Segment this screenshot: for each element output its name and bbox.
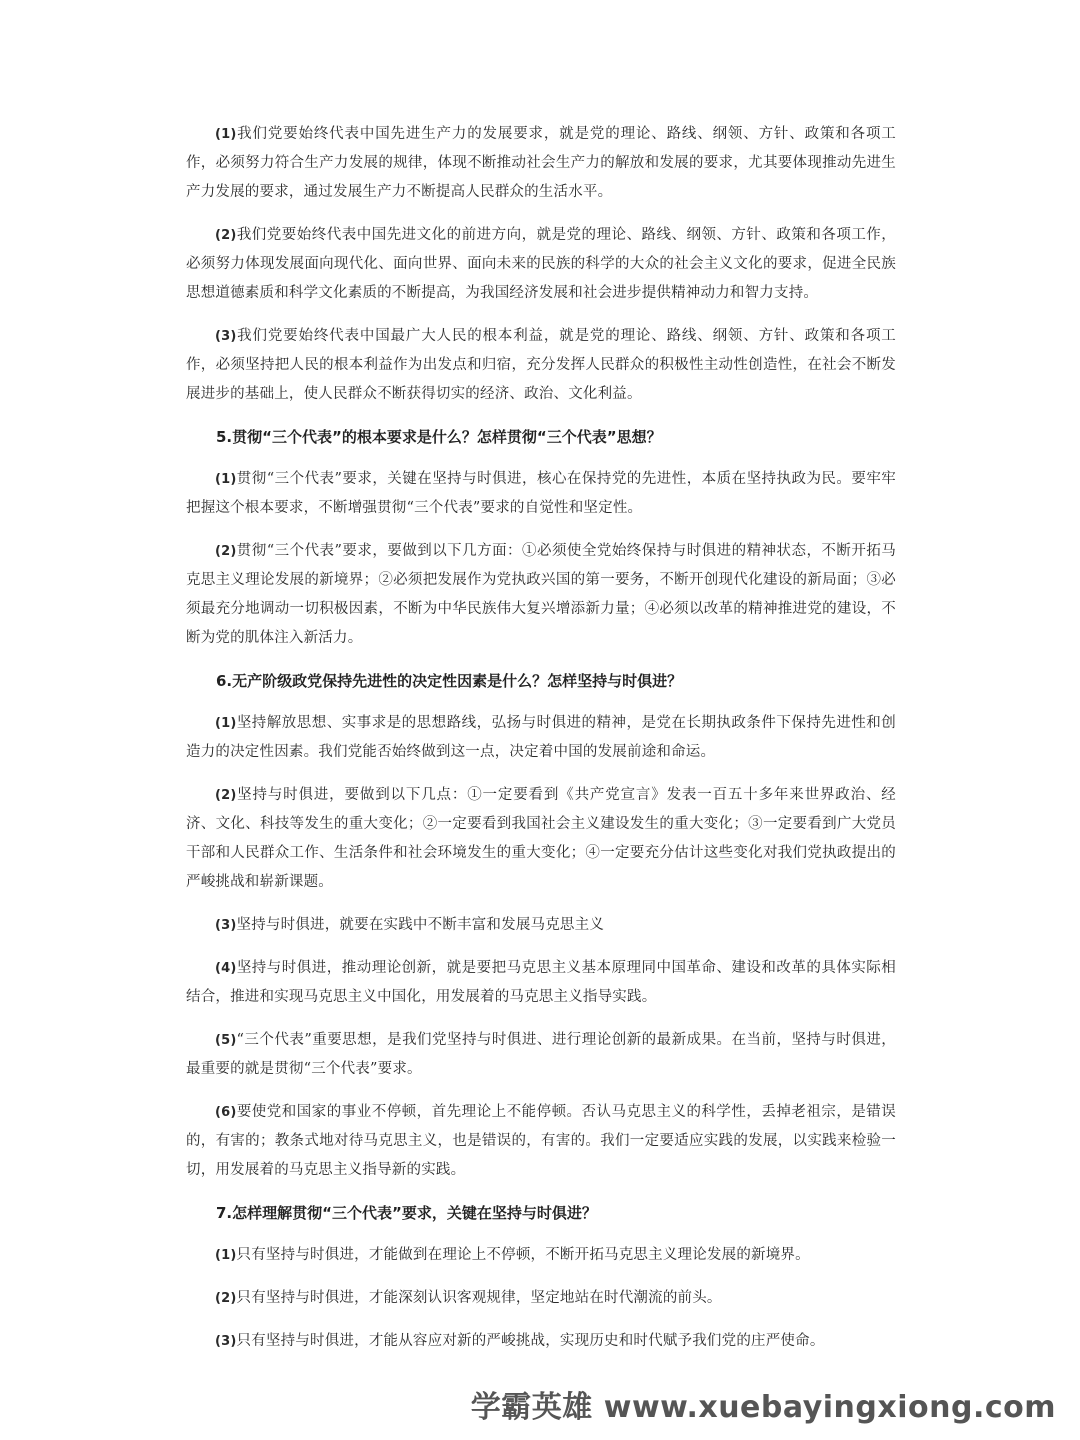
- paragraph-text: 只有坚持与时俱进，才能从容应对新的严峻挑战，实现历史和时代赋予我们党的庄严使命。: [236, 1333, 825, 1349]
- paragraph-text: 坚持解放思想、实事求是的思想路线，弘扬与时俱进的精神，是党在长期执政条件下保持先进性和创造力的决定性因素。我们党能否始终做到这一点，决定着中国的发展前途和命运。: [186, 715, 896, 760]
- item-number: (2): [215, 1291, 237, 1306]
- paragraph-text: 要使党和国家的事业不停顿，首先理论上不能停顿。否认马克思主义的科学性，丢掉老祖宗，是错误的，有害的；教条式地对待马克思主义，也是错误的，有害的。我们一定要适应实践的发展，以实践来检验一切，用发展着的马克思主义指导新的实践。: [186, 1104, 896, 1178]
- item-number: (1): [215, 716, 237, 731]
- paragraph: [186, 911, 896, 940]
- paragraph: [186, 465, 896, 523]
- section-heading: 7.怎样理解贯彻“三个代表”要求，关键在坚持与时俱进？: [216, 1204, 597, 1222]
- item-number: (1): [215, 472, 237, 487]
- section-heading: 5.贯彻“三个代表”的根本要求是什么？怎样贯彻“三个代表”思想？: [216, 428, 662, 446]
- item-number: (3): [215, 1334, 237, 1349]
- paragraph: [186, 120, 896, 207]
- site-watermark: 学霸英雄 www.xuebayingxiong.com: [470, 1390, 1056, 1425]
- paragraph-text: 坚持与时俱进，推动理论创新，就是要把马克思主义基本原理同中国革命、建设和改革的具体实际相结合，推进和实现马克思主义中国化，用发展着的马克思主义指导实践。: [186, 960, 896, 1005]
- section-heading: 6.无产阶级政党保持先进性的决定性因素是什么？怎样坚持与时俱进？: [216, 672, 683, 690]
- paragraph: [186, 954, 896, 1012]
- item-number: (5): [215, 1033, 237, 1048]
- item-number: (3): [215, 918, 237, 933]
- item-number: (2): [215, 788, 237, 803]
- item-number: (2): [215, 228, 237, 243]
- document-body: [186, 120, 896, 1370]
- paragraph-text: “三个代表”重要思想，是我们党坚持与时俱进、进行理论创新的最新成果。在当前，坚持与时俱进，最重要的就是贯彻“三个代表”要求。: [186, 1032, 896, 1077]
- paragraph-text: 坚持与时俱进，要做到以下几点：①一定要看到《共产党宣言》发表一百五十多年来世界政治、经济、文化、科技等发生的重大变化；②一定要看到我国社会主义建设发生的重大变化；③一定要看到广大党员干部和人民群众工作、生活条件和社会环境发生的重大变化；④一定要充分估计这些变化对我们党执政提出的严峻挑战和崭新课题。: [186, 787, 896, 890]
- paragraph: [186, 537, 896, 653]
- paragraph-text: 我们党要始终代表中国先进生产力的发展要求，就是党的理论、路线、纲领、方针、政策和各项工作，必须努力符合生产力发展的规律，体现不断推动社会生产力的解放和发展的要求，尤其要体现推动先进生产力发展的要求，通过发展生产力不断提高人民群众的生活水平。: [186, 126, 896, 200]
- item-number: (6): [215, 1105, 237, 1120]
- paragraph: [186, 322, 896, 409]
- paragraph: [186, 1284, 896, 1313]
- paragraph: [186, 221, 896, 308]
- item-number: (2): [215, 544, 237, 559]
- paragraph-text: 我们党要始终代表中国最广大人民的根本利益，就是党的理论、路线、纲领、方针、政策和各项工作，必须坚持把人民的根本利益作为出发点和归宿，充分发挥人民群众的积极性主动性创造性，在社会不断发展进步的基础上，使人民群众不断获得切实的经济、政治、文化利益。: [186, 328, 896, 402]
- paragraph: [186, 781, 896, 897]
- paragraph-text: 只有坚持与时俱进，才能深刻认识客观规律，坚定地站在时代潮流的前头。: [236, 1290, 722, 1306]
- paragraph: [186, 709, 896, 767]
- paragraph-text: 贯彻“三个代表”要求，关键在坚持与时俱进，核心在保持党的先进性，本质在坚持执政为民。要牢牢把握这个根本要求，不断增强贯彻“三个代表”要求的自觉性和坚定性。: [186, 471, 896, 516]
- paragraph-text: 只有坚持与时俱进，才能做到在理论上不停顿，不断开拓马克思主义理论发展的新境界。: [236, 1247, 810, 1263]
- paragraph: [186, 1026, 896, 1084]
- paragraph: [186, 1241, 896, 1270]
- paragraph: [186, 1098, 896, 1185]
- paragraph-text: 贯彻“三个代表”要求，要做到以下几方面：①必须使全党始终保持与时俱进的精神状态，不断开拓马克思主义理论发展的新境界；②必须把发展作为党执政兴国的第一要务，不断开创现代化建设的新局面；③必须最充分地调动一切积极因素，不断为中华民族伟大复兴增添新力量；④必须以改革的精神推进党的建设，不断为党的肌体注入新活力。: [186, 543, 896, 646]
- item-number: (4): [215, 961, 237, 976]
- item-number: (3): [215, 329, 237, 344]
- paragraph-text: 坚持与时俱进，就要在实践中不断丰富和发展马克思主义: [236, 917, 605, 933]
- item-number: (1): [215, 127, 237, 142]
- paragraph-text: 我们党要始终代表中国先进文化的前进方向，就是党的理论、路线、纲领、方针、政策和各项工作，必须努力体现发展面向现代化、面向世界、面向未来的民族的科学的大众的社会主义文化的要求，促进全民族思想道德素质和科学文化素质的不断提高，为我国经济发展和社会进步提供精神动力和智力支持。: [186, 227, 896, 301]
- paragraph: [186, 1327, 896, 1356]
- item-number: (1): [215, 1248, 237, 1263]
